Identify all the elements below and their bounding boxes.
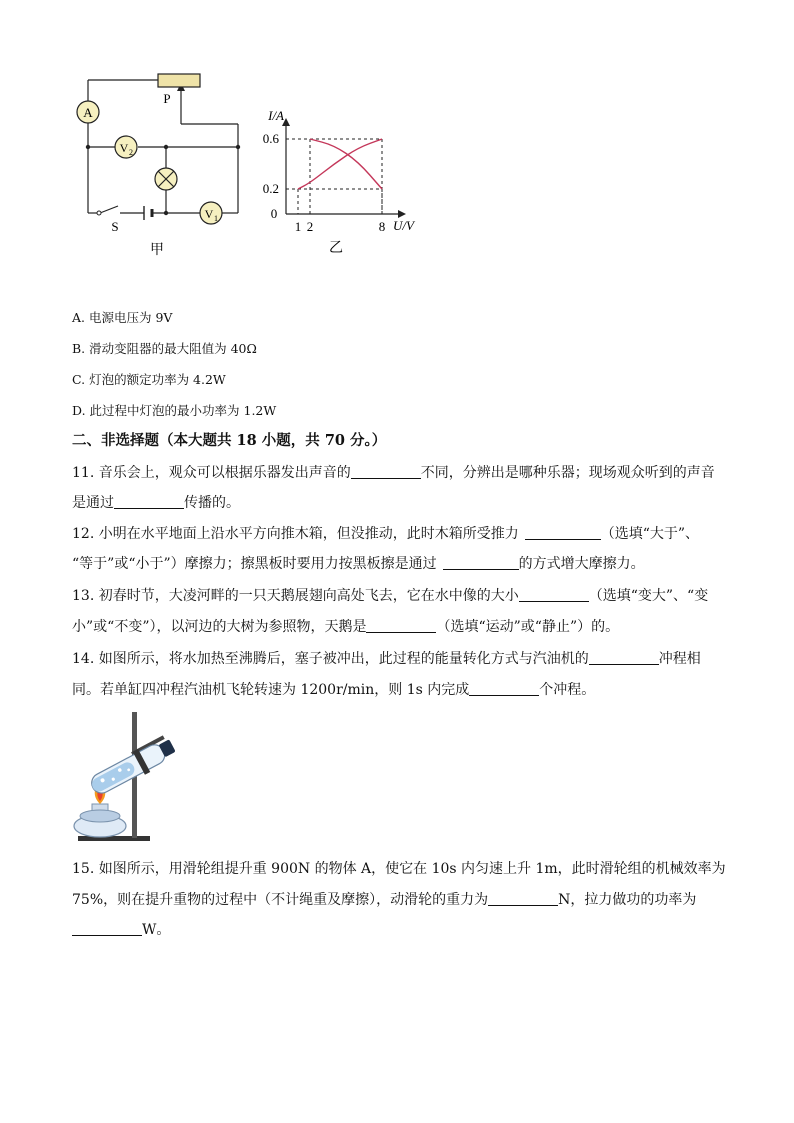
v1-label: V [204, 207, 214, 221]
q13-blank1[interactable] [519, 587, 589, 602]
x-tick-label-1: 2 [306, 219, 314, 234]
q15-line3: W。 [72, 921, 170, 939]
rheostat [158, 74, 200, 87]
switch-label: S [111, 219, 119, 234]
v1-sub: 1 [214, 214, 218, 223]
q13-line1: 13. 初春时节，大凌河畔的一只天鹅展翅向高处飞去，它在水中像的大小 （选填“变大”、“变 [72, 588, 709, 604]
q11-blank2[interactable] [114, 494, 184, 509]
q12-line2: “等于”或“小于”）摩擦力；擦黑板时要用力按黑板擦是通过 的方式增大摩擦力。 [72, 556, 645, 572]
q11-line1: 11. 音乐会上，观众可以根据乐器发出声音的 不同，分辨出是哪种乐器；现场观众听到的声音 [72, 465, 715, 481]
x-axis-label: U/V [393, 218, 414, 233]
x-axis-arrow-icon [398, 210, 406, 218]
q15-line1: 15. 如图所示，用滑轮组提升重 900N 的物体 A，使它在 10s 内匀速上升 1m，此时滑轮组的机械效率为 [72, 861, 726, 877]
q12-blank1[interactable] [525, 525, 601, 540]
v2-sub: 2 [129, 148, 133, 157]
curve-series-1 [310, 139, 382, 189]
y-tick-label-1: 0.6 [262, 131, 279, 146]
graph-caption: 乙 [329, 241, 343, 256]
section-heading: 二、非选择题（本大题共 18 小题，共 70 分。） [72, 432, 387, 449]
q11-blank1[interactable] [351, 464, 421, 479]
origin-label: 0 [270, 206, 278, 221]
option-b: B. 滑动变阻器的最大阻值为 40Ω [72, 341, 257, 356]
q11-line2: 是通过 传播的。 [72, 495, 240, 511]
q14-line1: 14. 如图所示，将水加热至沸腾后，塞子被冲出，此过程的能量转化方式与汽油机的 冲程相 [72, 651, 701, 667]
ammeter-label: A [83, 105, 93, 120]
curve-series-0 [298, 139, 382, 189]
q15-blank1[interactable] [488, 891, 558, 906]
slider-label: P [163, 91, 171, 106]
q14-blank2[interactable] [469, 681, 539, 696]
circuit-diagram [60, 60, 260, 260]
q12-line1: 12. 小明在水平地面上沿水平方向推木箱，但没推动，此时木箱所受推力 （选填“大于”、 [72, 526, 700, 542]
x-tick-label-0: 1 [294, 219, 302, 234]
x-tick-label-2: 8 [378, 219, 386, 234]
q13-line2: 小”或“不变”），以河边的大树为参照物，天鹅是 （选填“运动”或“静止”）的。 [72, 619, 620, 635]
circuit-caption: 甲 [150, 243, 164, 258]
stand-base [78, 836, 150, 841]
option-a: A. 电源电压为 9V [72, 310, 173, 325]
q15-line2: 75%，则在提升重物的过程中（不计绳重及摩擦），动滑轮的重力为 N，拉力做功的功率为 [72, 892, 697, 908]
boiling-test-tube-figure [70, 708, 190, 843]
y-axis-label: I/A [268, 108, 284, 123]
q15-blank2[interactable] [72, 921, 142, 936]
q13-blank2[interactable] [366, 618, 436, 633]
q12-blank2[interactable] [443, 555, 519, 570]
option-d: D. 此过程中灯泡的最小功率为 1.2W [72, 403, 277, 418]
y-tick-label-0: 0.2 [262, 181, 279, 196]
v2-label: V [119, 141, 129, 155]
q14-line2: 同。若单缸四冲程汽油机飞轮转速为 1200r/min，则 1s 内完成 个冲程。 [72, 682, 596, 698]
q14-blank1[interactable] [589, 650, 659, 665]
iu-graph [260, 100, 430, 260]
option-c: C. 灯泡的额定功率为 4.2W [72, 372, 226, 387]
